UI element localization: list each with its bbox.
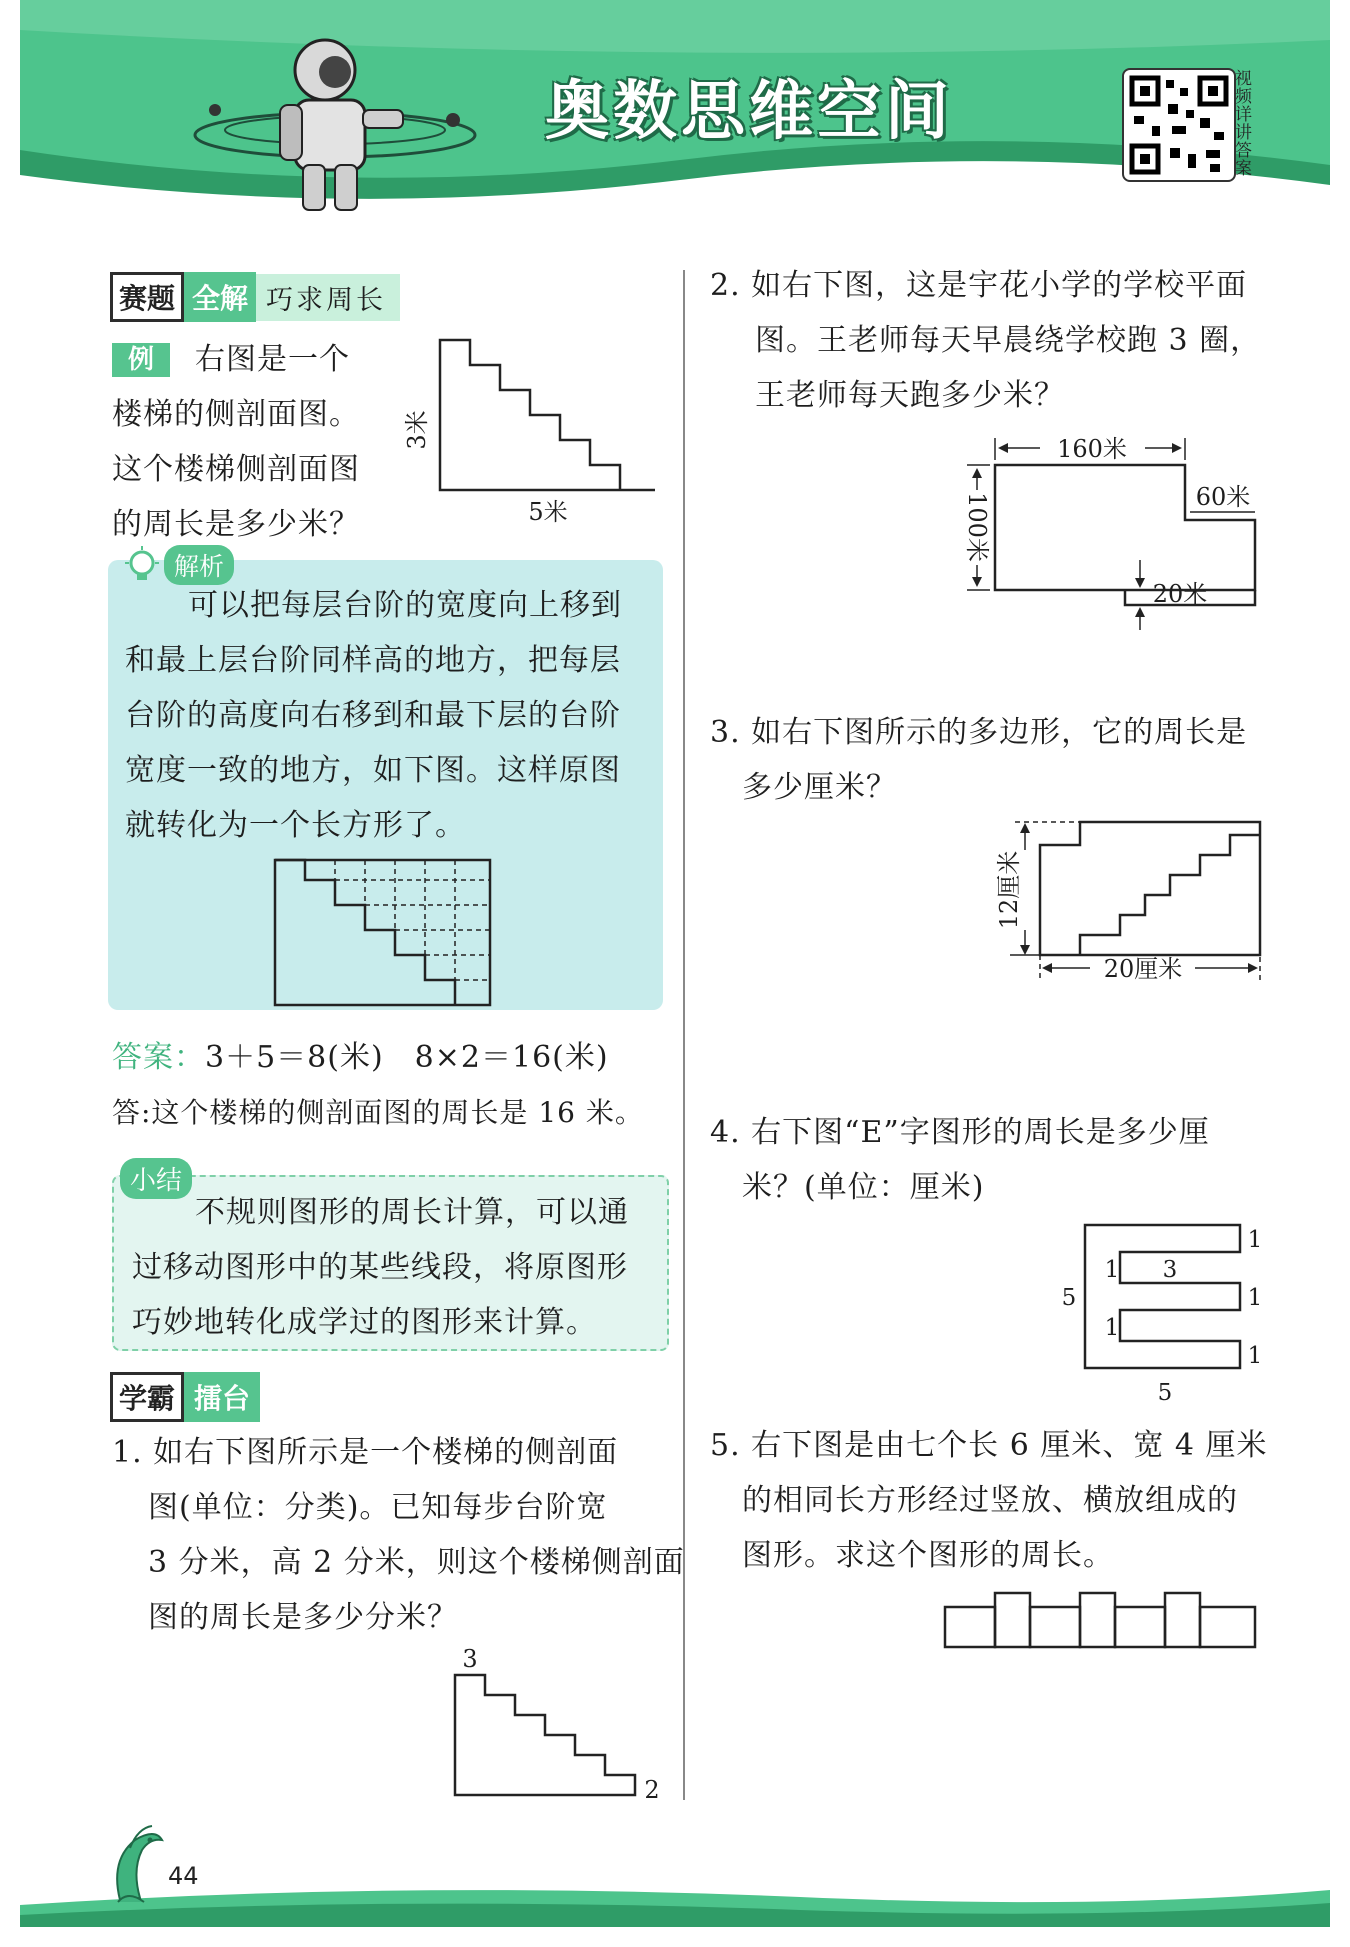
problem1-line-2: 图(单位：分类)。已知每步台阶宽	[148, 1490, 608, 1525]
answer-label: 答案：	[112, 1040, 205, 1075]
example-line-1: 右图是一个	[195, 342, 350, 377]
problem2-line-2: 图。王老师每天早晨绕学校跑 3 圈，	[755, 323, 1262, 358]
example-height-label: 3米	[403, 410, 431, 450]
problem3-line-1: 3. 如右下图所示的多边形，它的周长是	[710, 715, 1248, 750]
dolphin-mascot	[100, 1820, 170, 1914]
answer-sentence: 答:这个楼梯的侧剖面图的周长是 16 米。	[112, 1096, 644, 1129]
example-line-3: 这个楼梯侧剖面图	[112, 452, 360, 487]
problem1-line-4: 图的周长是多少分米？	[148, 1600, 458, 1635]
problem1-line-3: 3 分米，高 2 分米，则这个楼梯侧剖面	[148, 1545, 685, 1580]
problem3-bottom-label: 20厘米	[1103, 955, 1183, 983]
answer-calc: 3＋5＝8(米) 8×2＝16(米)	[205, 1040, 609, 1075]
analysis-line-5: 就转化为一个长方形了。	[125, 808, 466, 843]
problem4-label-left-height: 5	[1061, 1285, 1077, 1311]
problem5-line-2: 的相同长方形经过竖放、横放组成的	[742, 1483, 1238, 1518]
problem3-left-label: 12厘米	[995, 850, 1023, 930]
page-number: 44	[168, 1862, 199, 1890]
qr-code[interactable]	[1122, 68, 1236, 182]
problem5-rectangles-figure	[940, 1585, 1270, 1655]
problem2-line-3: 王老师每天跑多少米？	[755, 378, 1065, 413]
example-line-4: 的周长是多少米？	[112, 507, 360, 542]
staircase-outline	[440, 340, 655, 490]
problem5-line-3: 图形。求这个图形的周长。	[742, 1538, 1114, 1573]
example-staircase-figure	[400, 330, 670, 530]
problem4-line-1: 4. 右下图“E”字图形的周长是多少厘	[710, 1115, 1210, 1150]
problem2-right-label: 60米	[1195, 483, 1251, 511]
problem4-label-inner-top: 1	[1104, 1257, 1120, 1283]
problem1-right-label: 2	[644, 1776, 660, 1804]
analysis-line-2: 和最上层台阶同样高的地方，把每层	[125, 643, 621, 678]
problem3-polygon-figure	[995, 810, 1265, 990]
example-width-label: 5米	[528, 498, 568, 526]
dolphin-icon	[100, 1820, 170, 1910]
section-tag-top-student	[110, 1375, 260, 1419]
footer-band	[0, 1875, 1350, 1943]
problem1-line-1: 1. 如右下图所示是一个楼梯的侧剖面	[112, 1435, 619, 1470]
problem4-label-bottom-right: 1	[1247, 1343, 1263, 1369]
astronaut-icon	[185, 30, 485, 230]
problem4-label-top-right: 1	[1247, 1227, 1263, 1253]
problem1-top-label: 3	[462, 1645, 478, 1673]
summary-tag: 小结	[120, 1158, 192, 1199]
problem3-line-2: 多少厘米？	[742, 770, 897, 805]
problem4-label-middle-right: 1	[1247, 1285, 1263, 1311]
summary-line-2: 过移动图形中的某些线段，将原图形	[132, 1250, 628, 1285]
lightbulb-icon	[120, 545, 164, 585]
problem4-label-bottom-width: 5	[1157, 1380, 1173, 1406]
summary-line-1: 不规则图形的周长计算，可以通	[195, 1195, 629, 1230]
section-subtitle: 巧求周长	[256, 274, 400, 321]
analysis-line-4: 宽度一致的地方，如下图。这样原图	[125, 753, 621, 788]
problem4-label-inner-width: 3	[1162, 1257, 1178, 1283]
answer-calc-line	[112, 1030, 609, 1085]
page-title: 奥数思维空间	[545, 75, 953, 149]
qr-code-icon	[1124, 70, 1234, 180]
problem2-line-1: 2. 如右下图，这是宇花小学的学校平面	[710, 268, 1248, 303]
problem4-label-inner-bottom: 1	[1104, 1315, 1120, 1341]
problem2-left-label: 100米	[963, 492, 991, 562]
summary-line-3: 巧妙地转化成学过的图形来计算。	[132, 1305, 597, 1340]
section-tag-full-solution	[110, 275, 400, 319]
analysis-line-1: 可以把每层台阶的宽度向上移到	[188, 588, 622, 623]
problem4-line-2: 米？(单位：厘米)	[742, 1170, 985, 1205]
problem2-top-label: 160米	[1057, 435, 1127, 463]
problem2-school-plan-figure	[955, 430, 1285, 645]
example-line-2: 楼梯的侧剖面图。	[112, 397, 360, 432]
qr-caption: 视频详讲答案	[1235, 69, 1252, 179]
analysis-line-3: 台阶的高度向右移到和最下层的台阶	[125, 698, 621, 733]
astronaut-illustration	[185, 30, 485, 230]
tag-arena: 擂台	[184, 1372, 260, 1422]
footer-background	[0, 1875, 1350, 1943]
problem5-line-1: 5. 右下图是由七个长 6 厘米、宽 4 厘米	[710, 1428, 1268, 1463]
problem2-bottom-label: 20米	[1152, 580, 1208, 608]
analysis-rectangle-figure	[270, 855, 500, 1015]
example-tag: 例	[112, 343, 170, 377]
tag-top-student: 学霸	[110, 1372, 184, 1422]
analysis-tag-label: 解析	[164, 545, 234, 585]
tag-competition: 赛题	[110, 272, 184, 322]
problem4-e-shape-figure	[1055, 1215, 1285, 1410]
problem1-staircase-figure	[440, 1640, 670, 1810]
tag-full-solution: 全解	[184, 272, 256, 322]
